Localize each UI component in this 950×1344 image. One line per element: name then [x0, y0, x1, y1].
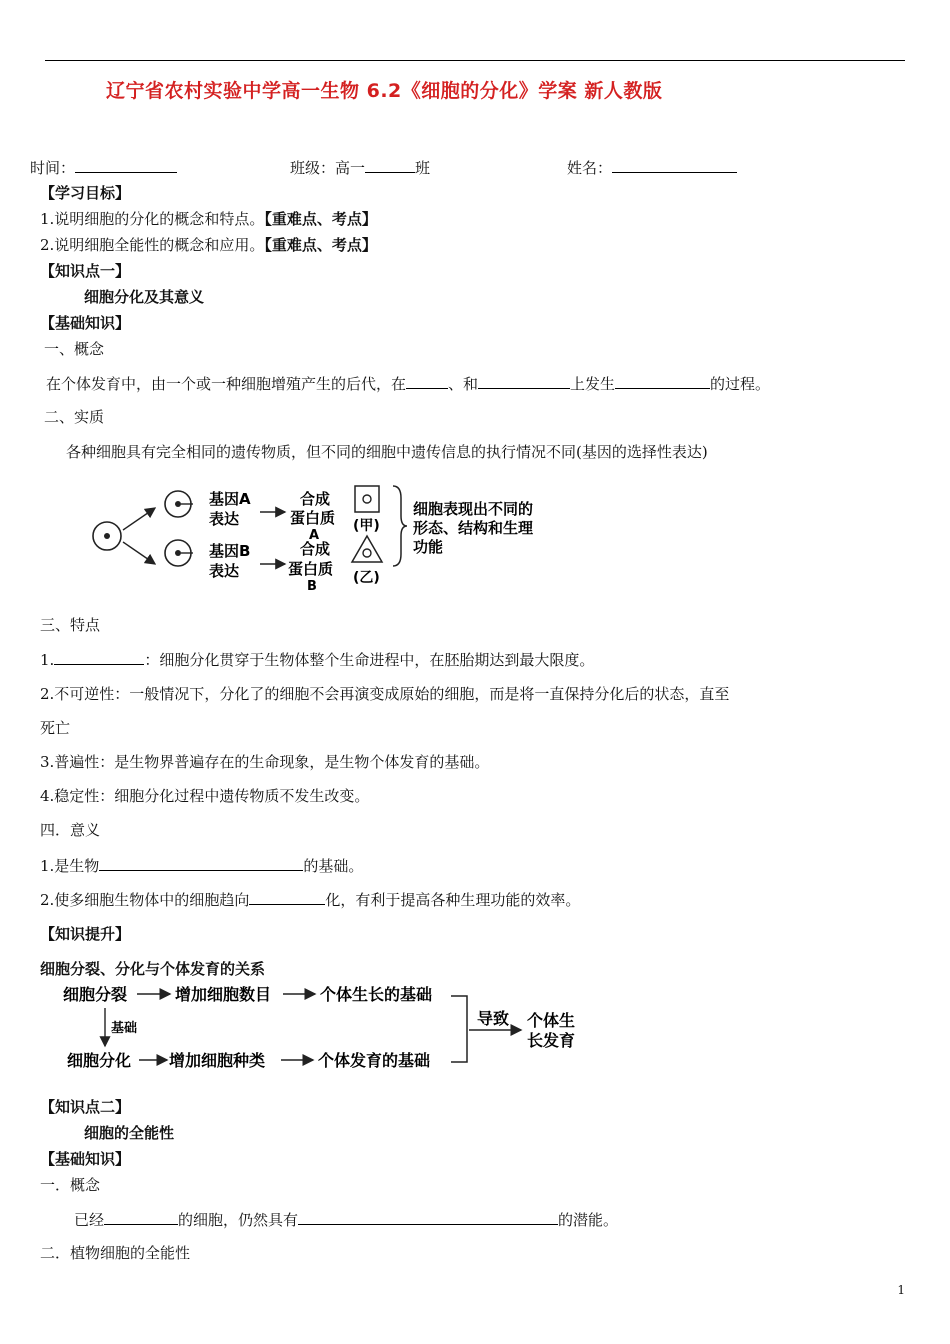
gene-expression-diagram	[85, 478, 565, 596]
label-a: A	[309, 528, 320, 543]
goals-heading: 【学习目标】	[40, 184, 131, 202]
boost-subtitle: 细胞分裂、分化与个体发育的关系	[40, 960, 266, 978]
time-blank	[75, 158, 177, 173]
meaning-2-pre: 2.使多细胞生物体中的细胞趋向	[40, 891, 250, 909]
label-yi: (乙)	[353, 570, 380, 586]
time-label: 时间：	[30, 159, 76, 177]
k1-section-concept: 一、概念	[44, 340, 105, 358]
k1-section-meaning: 四．意义	[40, 821, 101, 839]
label-synth-b: 合成	[300, 540, 331, 558]
label-gene-b: 基因B	[209, 542, 251, 560]
label-protein-a: 蛋白质	[290, 509, 336, 527]
label-jia: (甲)	[353, 518, 380, 534]
blank	[104, 1210, 178, 1225]
result-line-2: 长发育	[527, 1031, 576, 1050]
feature-1-number: 1.	[40, 651, 55, 669]
blank	[298, 1210, 558, 1225]
class-label: 班级：高一	[290, 159, 366, 177]
k1-concept-part-b: 、和	[448, 375, 479, 393]
cell-a-icon	[165, 491, 193, 517]
box-increase-kind: 增加细胞种类	[169, 1051, 266, 1070]
goal-item-2-tag: 【重难点、考点】	[264, 236, 377, 254]
origin-cell-icon	[93, 522, 121, 550]
meaning-2-post: 化，有利于提高各种生理功能的效率。	[325, 891, 581, 909]
box-development-basis: 个体发育的基础	[318, 1051, 431, 1070]
goal-item-2-text: 2.说明细胞全能性的概念和应用。	[40, 236, 265, 254]
blank	[615, 374, 710, 389]
k2-concept-part-b: 的细胞，仍然具有	[178, 1211, 299, 1229]
k1-concept-part-d: 的过程。	[710, 375, 771, 393]
k2-basic-heading: 【基础知识】	[40, 1150, 131, 1168]
branch-arrow	[123, 542, 155, 564]
k1-basic-heading: 【基础知识】	[40, 314, 131, 332]
result-line-1: 个体生	[527, 1011, 576, 1030]
meaning-1-pre: 1.是生物	[40, 857, 100, 875]
feature-2-cont: 死亡	[40, 719, 71, 737]
class-blank	[365, 158, 415, 173]
label-protein-b: 蛋白质	[288, 560, 334, 578]
name-blank	[612, 158, 737, 173]
feature-3: 3.普遍性：是生物界普遍存在的生命现象，是生物个体发育的基础。	[40, 753, 490, 771]
meaning-1	[40, 856, 363, 875]
k2-concept-part-a: 已经	[74, 1211, 105, 1229]
cell-yi-icon	[352, 536, 382, 562]
feature-4: 4.稳定性：细胞分化过程中遗传物质不发生改变。	[40, 787, 370, 805]
k1-heading: 【知识点一】	[40, 262, 131, 280]
branch-arrow	[123, 508, 155, 530]
label-express-a: 表达	[209, 510, 240, 528]
blank	[478, 374, 570, 389]
feature-1	[40, 650, 594, 669]
k2-section-concept: 一．概念	[40, 1176, 101, 1194]
meaning-2	[40, 890, 580, 909]
feature-2: 2.不可逆性：一般情况下，分化了的细胞不会再演变成原始的细胞，而是将一直保持分化后的状态，直至	[40, 685, 730, 703]
page-number: 1	[897, 1283, 905, 1297]
k2-section-plant: 二．植物细胞的全能性	[40, 1244, 191, 1262]
k1-subtitle: 细胞分化及其意义	[84, 288, 205, 306]
box-increase-number: 增加细胞数目	[175, 985, 272, 1004]
k1-section-essence: 二、实质	[44, 408, 105, 426]
k1-concept-text	[46, 374, 770, 393]
box-division: 细胞分裂	[63, 985, 128, 1004]
label-express-b: 表达	[209, 562, 240, 580]
label-lead: 导致	[477, 1009, 510, 1028]
note-line-3: 功能	[413, 538, 444, 556]
k2-concept-text	[74, 1210, 618, 1229]
top-rule	[45, 60, 905, 61]
k1-essence-text: 各种细胞具有完全相同的遗传物质，但不同的细胞中遗传信息的执行情况不同(基因的选择性表达)	[66, 443, 708, 461]
name-field	[567, 158, 737, 177]
page-title: 辽宁省农村实验中学高一生物 6.2《细胞的分化》学案 新人教版	[106, 80, 663, 102]
note-line-1: 细胞表现出不同的	[413, 500, 534, 518]
cell-b-icon	[165, 540, 193, 566]
name-label: 姓名：	[567, 159, 613, 177]
division-differentiation-diagram	[55, 978, 595, 1076]
brace	[393, 486, 407, 566]
label-basis: 基础	[111, 1021, 138, 1036]
box-growth-basis: 个体生长的基础	[320, 985, 433, 1004]
k1-concept-part-a: 在个体发育中，由一个或一种细胞增殖产生的后代，在	[46, 375, 407, 393]
goal-item-1-tag: 【重难点、考点】	[264, 210, 377, 228]
cell-jia-icon	[355, 486, 379, 512]
label-synth-a: 合成	[300, 490, 331, 508]
class-field	[290, 158, 430, 177]
k2-concept-part-c: 的潜能。	[558, 1211, 619, 1229]
note-line-2: 形态、结构和生理	[413, 519, 534, 537]
time-field	[30, 158, 177, 177]
blank	[99, 856, 303, 871]
goal-item-2	[40, 236, 377, 254]
bracket	[451, 996, 467, 1062]
blank	[54, 650, 144, 665]
blank	[406, 374, 448, 389]
k2-heading: 【知识点二】	[40, 1098, 131, 1116]
class-suffix: 班	[415, 159, 431, 177]
meaning-1-post: 的基础。	[303, 857, 364, 875]
box-differentiation: 细胞分化	[67, 1051, 132, 1070]
label-b: B	[307, 579, 317, 594]
feature-1-text: ：细胞分化贯穿于生物体整个生命进程中，在胚胎期达到最大限度。	[144, 651, 595, 669]
k2-subtitle: 细胞的全能性	[84, 1124, 175, 1142]
goal-item-1	[40, 210, 377, 228]
boost-heading: 【知识提升】	[40, 925, 131, 943]
goal-item-1-text: 1.说明细胞的分化的概念和特点。	[40, 210, 265, 228]
k1-concept-part-c: 上发生	[570, 375, 616, 393]
k1-section-features: 三、特点	[40, 616, 101, 634]
blank	[249, 890, 325, 905]
label-gene-a: 基因A	[209, 490, 251, 508]
